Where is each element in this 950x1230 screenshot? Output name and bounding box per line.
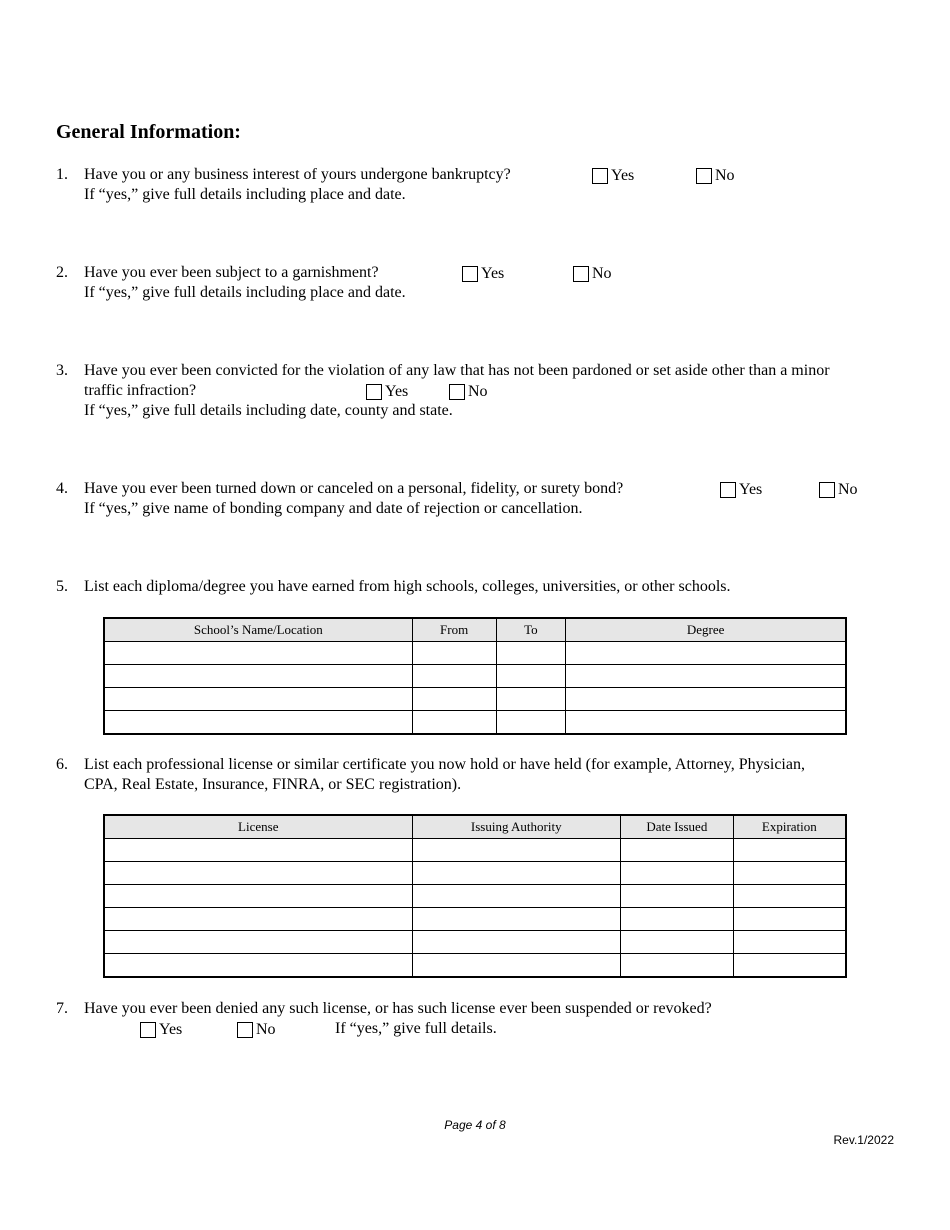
table-row bbox=[104, 954, 846, 978]
expiration-cell[interactable] bbox=[733, 931, 846, 954]
checkbox-square[interactable] bbox=[819, 482, 835, 498]
expiration-cell[interactable] bbox=[733, 908, 846, 931]
column-header-from: From bbox=[412, 618, 496, 642]
expiration-cell[interactable] bbox=[733, 885, 846, 908]
from-cell[interactable] bbox=[412, 688, 496, 711]
question-text: List each diploma/degree you have earned from high schools, colleges, universities, or other schools. bbox=[84, 578, 731, 595]
table-row bbox=[104, 711, 846, 735]
q1-no-checkbox[interactable] bbox=[696, 167, 735, 185]
license-cell[interactable] bbox=[104, 954, 412, 978]
table-row bbox=[104, 908, 846, 931]
expiration-cell[interactable] bbox=[733, 862, 846, 885]
table-header-row bbox=[104, 618, 846, 642]
checkbox-label: No bbox=[838, 481, 858, 498]
table-row bbox=[104, 931, 846, 954]
checkbox-label: Yes bbox=[159, 1021, 183, 1038]
question-number: 4. bbox=[56, 480, 68, 497]
q3-no-checkbox[interactable] bbox=[449, 383, 488, 401]
question-number: 1. bbox=[56, 166, 68, 183]
date-issued-cell[interactable] bbox=[620, 862, 733, 885]
to-cell[interactable] bbox=[496, 711, 566, 735]
table-row bbox=[104, 642, 846, 665]
checkbox-square[interactable] bbox=[720, 482, 736, 498]
license-cell[interactable] bbox=[104, 839, 412, 862]
date-issued-cell[interactable] bbox=[620, 931, 733, 954]
table-row bbox=[104, 885, 846, 908]
table-row bbox=[104, 665, 846, 688]
revision-label: Rev.1/2022 bbox=[833, 1133, 894, 1147]
question-instruction: If “yes,” give full details including place and date. bbox=[84, 284, 406, 301]
date-issued-cell[interactable] bbox=[620, 908, 733, 931]
question-text: Have you ever been subject to a garnishment? bbox=[84, 264, 379, 281]
date-issued-cell[interactable] bbox=[620, 885, 733, 908]
table-row bbox=[104, 862, 846, 885]
degree-cell[interactable] bbox=[566, 711, 846, 735]
checkbox-label: Yes bbox=[481, 265, 505, 282]
q2-yes-checkbox[interactable] bbox=[462, 265, 504, 283]
question-text-continued: traffic infraction? bbox=[84, 382, 197, 399]
authority-cell[interactable] bbox=[412, 885, 620, 908]
question-number: 5. bbox=[56, 578, 68, 595]
from-cell[interactable] bbox=[412, 665, 496, 688]
question-text: Have you ever been convicted for the violation of any law that has not been pardoned or set aside other than a minor bbox=[84, 362, 830, 379]
checkbox-square[interactable] bbox=[462, 266, 478, 282]
question-text: List each professional license or similar certificate you now hold or have held (for example, Attorney, Physician, bbox=[84, 756, 805, 773]
license-cell[interactable] bbox=[104, 862, 412, 885]
license-cell[interactable] bbox=[104, 885, 412, 908]
column-header-issuing-authority: Issuing Authority bbox=[412, 815, 620, 839]
q7-no-checkbox[interactable] bbox=[237, 1021, 276, 1039]
question-instruction: If “yes,” give full details including place and date. bbox=[84, 186, 406, 203]
authority-cell[interactable] bbox=[412, 839, 620, 862]
question-instruction: If “yes,” give name of bonding company and date of rejection or cancellation. bbox=[84, 500, 583, 517]
question-text: Have you ever been turned down or canceled on a personal, fidelity, or surety bond? bbox=[84, 480, 624, 497]
checkbox-square[interactable] bbox=[449, 384, 465, 400]
checkbox-label: No bbox=[715, 167, 735, 184]
education-table bbox=[103, 617, 847, 735]
table-row bbox=[104, 688, 846, 711]
checkbox-label: No bbox=[468, 383, 488, 400]
page-number: Page 4 of 8 bbox=[444, 1118, 506, 1132]
column-header-license: License bbox=[104, 815, 412, 839]
school-cell[interactable] bbox=[104, 642, 412, 665]
question-text-continued: CPA, Real Estate, Insurance, FINRA, or SEC registration). bbox=[84, 776, 462, 793]
question-number: 3. bbox=[56, 362, 68, 379]
date-issued-cell[interactable] bbox=[620, 839, 733, 862]
to-cell[interactable] bbox=[496, 642, 566, 665]
q7-yes-checkbox[interactable] bbox=[140, 1021, 182, 1039]
degree-cell[interactable] bbox=[566, 642, 846, 665]
checkbox-square[interactable] bbox=[237, 1022, 253, 1038]
q1-yes-checkbox[interactable] bbox=[592, 167, 634, 185]
from-cell[interactable] bbox=[412, 642, 496, 665]
expiration-cell[interactable] bbox=[733, 839, 846, 862]
degree-cell[interactable] bbox=[566, 665, 846, 688]
section-heading: General Information: bbox=[56, 121, 241, 143]
checkbox-square[interactable] bbox=[573, 266, 589, 282]
license-cell[interactable] bbox=[104, 931, 412, 954]
authority-cell[interactable] bbox=[412, 931, 620, 954]
from-cell[interactable] bbox=[412, 711, 496, 735]
q4-no-checkbox[interactable] bbox=[819, 481, 858, 499]
question-text: Have you ever been denied any such license, or has such license ever been suspended or revoked? bbox=[84, 1000, 712, 1017]
question-number: 7. bbox=[56, 1000, 68, 1017]
column-header-to: To bbox=[496, 618, 566, 642]
authority-cell[interactable] bbox=[412, 862, 620, 885]
q3-yes-checkbox[interactable] bbox=[366, 383, 408, 401]
authority-cell[interactable] bbox=[412, 954, 620, 978]
column-header-degree: Degree bbox=[566, 618, 846, 642]
checkbox-square[interactable] bbox=[140, 1022, 156, 1038]
checkbox-label: Yes bbox=[739, 481, 763, 498]
license-table bbox=[103, 814, 847, 978]
column-header-date-issued: Date Issued bbox=[620, 815, 733, 839]
q2-no-checkbox[interactable] bbox=[573, 265, 612, 283]
school-cell[interactable] bbox=[104, 711, 412, 735]
checkbox-label: No bbox=[592, 265, 612, 282]
checkbox-label: Yes bbox=[611, 167, 635, 184]
table-header-row bbox=[104, 815, 846, 839]
school-cell[interactable] bbox=[104, 665, 412, 688]
question-instruction: If “yes,” give full details. bbox=[335, 1020, 497, 1037]
authority-cell[interactable] bbox=[412, 908, 620, 931]
checkbox-square[interactable] bbox=[696, 168, 712, 184]
question-number: 6. bbox=[56, 756, 68, 773]
school-cell[interactable] bbox=[104, 688, 412, 711]
checkbox-label: No bbox=[256, 1021, 276, 1038]
table-row bbox=[104, 839, 846, 862]
date-issued-cell[interactable] bbox=[620, 954, 733, 978]
to-cell[interactable] bbox=[496, 688, 566, 711]
column-header-expiration: Expiration bbox=[733, 815, 846, 839]
question-number: 2. bbox=[56, 264, 68, 281]
question-instruction: If “yes,” give full details including date, county and state. bbox=[84, 402, 453, 419]
checkbox-square[interactable] bbox=[592, 168, 608, 184]
column-header-school: School’s Name/Location bbox=[104, 618, 412, 642]
degree-cell[interactable] bbox=[566, 688, 846, 711]
expiration-cell[interactable] bbox=[733, 954, 846, 978]
q4-yes-checkbox[interactable] bbox=[720, 481, 762, 499]
checkbox-label: Yes bbox=[385, 383, 409, 400]
license-cell[interactable] bbox=[104, 908, 412, 931]
to-cell[interactable] bbox=[496, 665, 566, 688]
question-text: Have you or any business interest of yours undergone bankruptcy? bbox=[84, 166, 511, 183]
checkbox-square[interactable] bbox=[366, 384, 382, 400]
